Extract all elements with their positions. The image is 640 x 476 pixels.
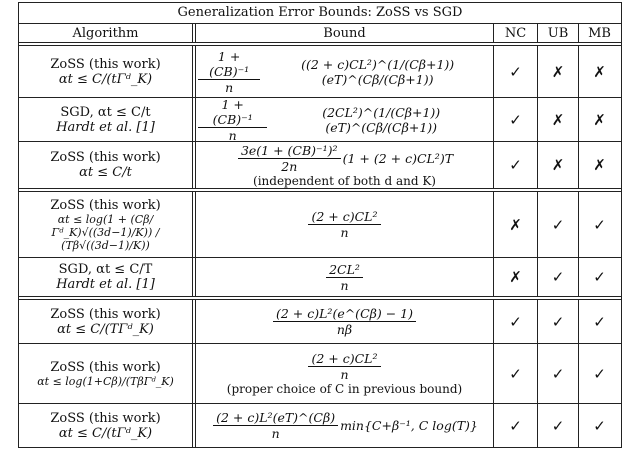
bound-factor: min{C+β⁻¹, C log(T)} bbox=[340, 418, 478, 433]
nc-mark: ✓ bbox=[494, 142, 538, 188]
bound-denominator: n bbox=[225, 79, 234, 95]
algorithm-name: SGD, αt ≤ C/T bbox=[58, 262, 153, 277]
header-bound: Bound bbox=[196, 24, 494, 42]
bound-note: (proper choice of C in previous bound) bbox=[226, 382, 463, 396]
step-size: Hardt et al. [1] bbox=[56, 119, 155, 135]
bounds-table bbox=[18, 2, 622, 448]
bound-numerator: 1 + (CB)⁻¹ bbox=[198, 49, 260, 80]
mb-mark: ✓ bbox=[593, 416, 606, 435]
bound-numerator: (2 + c)CL² bbox=[308, 209, 380, 225]
bound-factor: (1 + (2 + c)CL²)T bbox=[342, 150, 454, 166]
ub-mark: ✗ bbox=[538, 46, 579, 97]
bound-denominator: n bbox=[340, 367, 349, 382]
bound-denominator: n bbox=[271, 426, 280, 441]
bound-cell bbox=[196, 142, 494, 188]
bound-factor: (2CL²)^(1/(Cβ+1)) (eT)^(Cβ/(Cβ+1)) bbox=[322, 104, 441, 135]
table-row bbox=[19, 404, 621, 447]
bound-denominator: n bbox=[340, 225, 349, 240]
header-nc: NC bbox=[494, 24, 538, 42]
bound-denominator: 2n bbox=[281, 158, 298, 174]
algorithm-name: SGD, αt ≤ C/t bbox=[60, 104, 151, 120]
bound-cell bbox=[196, 300, 494, 343]
table-row bbox=[19, 192, 621, 258]
algorithm-name: ZoSS (this work) bbox=[50, 150, 161, 165]
algorithm-cell bbox=[19, 46, 196, 97]
table-row bbox=[19, 344, 621, 404]
algorithm-cell bbox=[19, 98, 196, 141]
nc-mark: ✓ bbox=[494, 344, 538, 403]
step-size: Hardt et al. [1] bbox=[56, 277, 155, 292]
step-size: αt ≤ C/(tΓᵈ_K) bbox=[58, 71, 153, 87]
mb-mark: ✗ bbox=[593, 156, 606, 174]
bound-cell bbox=[196, 258, 494, 296]
bound-numerator: (2 + c)CL² bbox=[308, 351, 380, 367]
step-size: αt ≤ log(1+Cβ)/(TβΓᵈ_K) bbox=[37, 374, 174, 388]
nc-mark: ✗ bbox=[494, 258, 538, 296]
ub-mark: ✓ bbox=[538, 300, 579, 343]
table-title: Generalization Error Bounds: ZoSS vs SGD bbox=[19, 3, 621, 24]
algorithm-name: ZoSS (this work) bbox=[50, 359, 161, 375]
mb-mark: ✓ bbox=[593, 268, 606, 286]
bound-numerator: 2CL² bbox=[326, 262, 363, 278]
bound-numerator: (2 + c)L²(eT)^(Cβ) bbox=[213, 410, 338, 426]
table-row bbox=[19, 258, 621, 300]
mb-mark: ✗ bbox=[593, 62, 606, 81]
ub-mark: ✓ bbox=[538, 258, 579, 296]
algorithm-cell bbox=[19, 258, 196, 296]
algorithm-cell bbox=[19, 404, 196, 447]
nc-mark: ✓ bbox=[494, 46, 538, 97]
header-mb: MB bbox=[588, 25, 611, 41]
bound-numerator: 3e(1 + (CB)⁻¹)² bbox=[238, 143, 341, 159]
algorithm-cell bbox=[19, 142, 196, 188]
step-size: αt ≤ log(1 + (Cβ/Γᵈ_K)√((3d−1)/K)) / (Tβ√((3d−1)/K)) bbox=[51, 212, 160, 252]
algorithm-cell bbox=[19, 192, 196, 257]
ub-mark: ✓ bbox=[538, 344, 579, 403]
step-size: αt ≤ C/t bbox=[79, 165, 132, 180]
bound-denominator: n bbox=[228, 127, 237, 143]
algorithm-cell bbox=[19, 344, 196, 403]
nc-mark: ✓ bbox=[494, 98, 538, 141]
step-size: αt ≤ C/(TΓᵈ_K) bbox=[57, 321, 154, 337]
bound-cell bbox=[196, 344, 494, 403]
ub-mark: ✓ bbox=[538, 192, 579, 257]
bound-numerator: 1 + (CB)⁻¹ bbox=[198, 97, 267, 128]
bound-numerator: (2 + c)L²(e^(Cβ) − 1) bbox=[273, 306, 416, 322]
table-row bbox=[19, 98, 621, 142]
mb-mark: ✓ bbox=[593, 215, 606, 234]
bound-cell bbox=[196, 404, 494, 447]
bound-factor: ((2 + c)CL²)^(1/(Cβ+1)) (eT)^(Cβ/(Cβ+1)) bbox=[301, 56, 455, 87]
algorithm-name: ZoSS (this work) bbox=[50, 56, 161, 72]
ub-mark: ✗ bbox=[538, 98, 579, 141]
nc-mark: ✓ bbox=[494, 404, 538, 447]
bound-cell bbox=[196, 46, 494, 97]
bound-note: (independent of both d and K) bbox=[253, 173, 436, 188]
header-algorithm: Algorithm bbox=[19, 24, 196, 42]
mb-mark: ✓ bbox=[593, 364, 606, 383]
bound-denominator: n bbox=[340, 277, 349, 293]
step-size: αt ≤ C/(tΓᵈ_K) bbox=[58, 425, 153, 441]
table-row bbox=[19, 46, 621, 98]
header-row bbox=[19, 24, 621, 46]
algorithm-cell bbox=[19, 300, 196, 343]
algorithm-name: ZoSS (this work) bbox=[50, 306, 161, 322]
nc-mark: ✗ bbox=[494, 192, 538, 257]
ub-mark: ✓ bbox=[538, 404, 579, 447]
bound-cell bbox=[196, 98, 494, 141]
bound-cell bbox=[196, 192, 494, 257]
table-row bbox=[19, 142, 621, 192]
bound-denominator: nβ bbox=[336, 322, 353, 337]
algorithm-name: ZoSS (this work) bbox=[50, 197, 161, 213]
nc-mark: ✓ bbox=[494, 300, 538, 343]
header-ub: UB bbox=[538, 24, 579, 42]
mb-mark: ✗ bbox=[593, 110, 606, 129]
table-row bbox=[19, 300, 621, 344]
ub-mark: ✗ bbox=[538, 142, 579, 188]
algorithm-name: ZoSS (this work) bbox=[50, 410, 161, 426]
mb-mark: ✓ bbox=[593, 312, 606, 331]
